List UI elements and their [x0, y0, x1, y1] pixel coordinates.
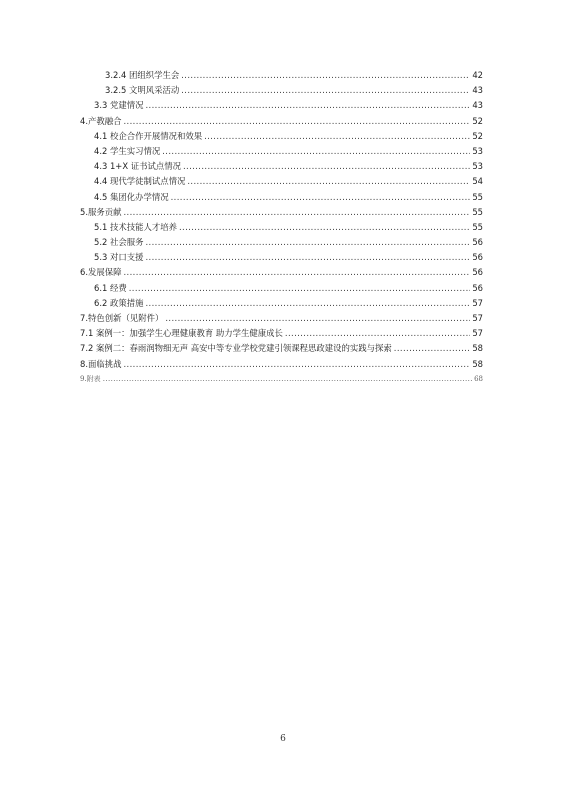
toc-entry-title: 5.1 技术技能人才培养 [94, 221, 177, 232]
toc-entry-3-3[interactable] [80, 98, 483, 113]
toc-entry-title: 4.产教融合 [80, 115, 122, 126]
toc-entry-page: 57 [472, 297, 483, 308]
toc-entry-page: 52 [472, 115, 483, 126]
toc-entry-page: 57 [472, 328, 483, 339]
toc-entry-title: 6.2 政策措施 [94, 297, 144, 308]
toc-leader-dots [145, 98, 470, 113]
toc-entry-page: 43 [472, 85, 483, 96]
toc-leader-dots [165, 311, 470, 326]
toc-entry-title: 4.5 集团化办学情况 [94, 191, 169, 202]
page-number: 6 [280, 734, 286, 744]
toc-leader-dots [124, 357, 471, 372]
toc-entry-page: 43 [472, 100, 483, 111]
toc-leader-dots [145, 235, 470, 250]
toc-entry-4-3[interactable] [80, 159, 483, 174]
toc-entry-page: 42 [472, 70, 483, 80]
toc-entry-title: 5.3 对口支援 [94, 252, 144, 263]
toc-entry-page: 68 [474, 374, 483, 383]
toc-leader-dots [394, 341, 471, 356]
toc-entry-title: 4.1 校企合作开展情况和效果 [94, 130, 203, 141]
toc-leader-dots [145, 296, 470, 311]
toc-entry-4-2[interactable] [80, 144, 483, 159]
toc-leader-dots [145, 250, 470, 265]
toc-leader-dots [124, 265, 471, 280]
toc-entry-title: 6.1 经费 [94, 282, 127, 293]
toc-entry-4-4[interactable] [80, 174, 483, 189]
toc-entry-4-5[interactable] [80, 190, 483, 205]
toc-entry-page: 55 [472, 221, 483, 232]
toc-leader-dots [179, 220, 470, 235]
toc-entry-title: 8.面临挑战 [80, 358, 122, 369]
toc-leader-dots [183, 159, 470, 174]
toc-entry-8[interactable] [80, 357, 483, 372]
toc-entry-title: 3.2.5 文明风采活动 [105, 85, 180, 96]
toc-entry-title: 5.2 社会服务 [94, 237, 144, 248]
toc-entry-page: 58 [472, 358, 483, 369]
toc-entry-title: 3.3 党建情况 [94, 100, 144, 111]
toc-entry-9[interactable] [80, 372, 483, 387]
toc-entry-page: 54 [472, 176, 483, 187]
toc-entry-5-1[interactable] [80, 220, 483, 235]
toc-entry-page: 56 [472, 252, 483, 263]
toc-leader-dots [181, 68, 470, 83]
toc-entry-title: 4.2 学生实习情况 [94, 145, 161, 156]
toc-entry-page: 56 [472, 282, 483, 293]
toc-entry-page: 56 [472, 237, 483, 248]
toc-entry-title: 7.特色创新（见附件） [80, 313, 164, 323]
toc-leader-dots [124, 205, 471, 220]
toc-leader-dots [285, 326, 470, 341]
toc-entry-5-3[interactable] [80, 250, 483, 265]
toc-entry-6[interactable] [80, 265, 483, 280]
toc-entry-title: 6.发展保障 [80, 267, 122, 278]
toc-leader-dots [103, 372, 472, 387]
toc-entry-6-1[interactable] [80, 281, 483, 296]
toc-entry-page: 57 [472, 313, 483, 323]
toc-entry-title: 3.2.4 团组织学生会 [105, 70, 180, 80]
toc-entry-7-2[interactable] [80, 341, 483, 356]
toc-entry-7-1[interactable] [80, 326, 483, 341]
toc-entry-6-2[interactable] [80, 296, 483, 311]
toc-entry-page: 56 [472, 267, 483, 278]
toc-leader-dots [171, 190, 471, 205]
toc-entry-title: 7.2 案例二：春雨润物细无声 高安中等专业学校党建引领课程思政建设的实践与探索 [80, 343, 392, 354]
toc-entry-title: 5.服务贡献 [80, 206, 122, 217]
toc-entry-5-2[interactable] [80, 235, 483, 250]
table-of-contents [80, 68, 483, 387]
toc-leader-dots [181, 83, 470, 98]
toc-entry-3-2-5[interactable] [80, 83, 483, 98]
toc-leader-dots [124, 114, 471, 129]
toc-entry-page: 53 [472, 161, 483, 172]
toc-leader-dots [162, 144, 470, 159]
toc-entry-title: 4.3 1+X 证书试点情况 [94, 161, 181, 172]
toc-entry-title: 7.1 案例一：加强学生心理健康教育 助力学生健康成长 [80, 328, 283, 339]
toc-entry-page: 55 [472, 206, 483, 217]
toc-entry-page: 52 [472, 130, 483, 141]
toc-entry-4[interactable] [80, 114, 483, 129]
toc-entry-5[interactable] [80, 205, 483, 220]
toc-entry-title: 9.附表 [80, 374, 101, 383]
toc-leader-dots [129, 281, 471, 296]
toc-entry-title: 4.4 现代学徒制试点情况 [94, 176, 186, 187]
toc-entry-page: 58 [472, 343, 483, 354]
toc-entry-3-2-4[interactable] [80, 68, 483, 83]
toc-entry-page: 53 [472, 145, 483, 156]
toc-leader-dots [204, 129, 470, 144]
toc-leader-dots [187, 174, 470, 189]
toc-entry-page: 55 [472, 191, 483, 202]
toc-entry-7[interactable] [80, 311, 483, 326]
toc-entry-4-1[interactable] [80, 129, 483, 144]
